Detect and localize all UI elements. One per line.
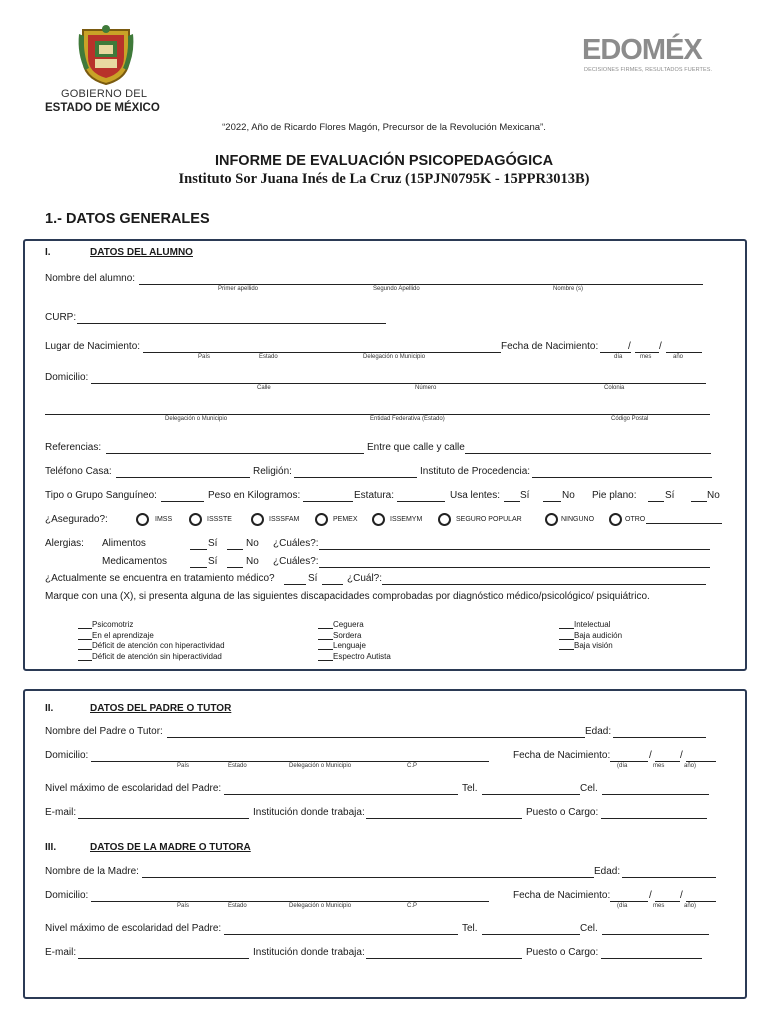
address-label: Domicilio: bbox=[45, 372, 89, 383]
insurance-radio-pemex[interactable] bbox=[315, 513, 328, 526]
insurance-option-label: ISSSTE bbox=[207, 516, 232, 523]
treatment-yes-field[interactable] bbox=[284, 584, 306, 585]
mother-cel-field[interactable] bbox=[602, 934, 709, 935]
insurance-option-label: ISSSFAM bbox=[269, 516, 300, 523]
insurance-radio-ninguno[interactable] bbox=[545, 513, 558, 526]
lenses-no-label: No bbox=[562, 490, 575, 501]
mother-heading: DATOS DE LA MADRE O TUTORA bbox=[90, 842, 251, 853]
curp-field[interactable] bbox=[77, 323, 386, 324]
insurance-option-label: NINGUNO bbox=[561, 516, 595, 523]
birthplace-sub-label: País bbox=[198, 354, 211, 360]
religion-field[interactable] bbox=[294, 477, 417, 478]
father-age-field[interactable] bbox=[613, 737, 706, 738]
insurance-radio-issste[interactable] bbox=[189, 513, 202, 526]
birthplace-field[interactable] bbox=[143, 352, 501, 353]
previous-institute-field[interactable] bbox=[532, 477, 712, 478]
date-slash: / bbox=[649, 750, 652, 761]
date-slash: / bbox=[680, 750, 683, 761]
insurance-option-label: IMSS bbox=[155, 516, 173, 523]
date-slash: / bbox=[649, 890, 652, 901]
references-label: Referencias: bbox=[45, 442, 102, 453]
father-tel-field[interactable] bbox=[482, 794, 580, 795]
mother-tel-label: Tel. bbox=[462, 923, 478, 934]
address-field[interactable] bbox=[91, 383, 706, 384]
curp-label: CURP: bbox=[45, 312, 77, 323]
disability-checkbox[interactable] bbox=[318, 649, 333, 650]
disability-checkbox[interactable] bbox=[318, 660, 333, 661]
disability-option: Baja audición bbox=[574, 631, 623, 640]
mother-address-sub-label: País bbox=[177, 903, 190, 909]
med-allergy-which-label: ¿Cuáles?: bbox=[273, 556, 319, 567]
birthplace-label: Lugar de Nacimiento: bbox=[45, 341, 141, 352]
father-education-label: Nivel máximo de escolaridad del Padre: bbox=[45, 783, 222, 794]
food-allergy-no-label: No bbox=[246, 538, 259, 549]
med-allergy-no-field[interactable] bbox=[227, 567, 243, 568]
mother-age-field[interactable] bbox=[622, 877, 716, 878]
address-line2-field[interactable] bbox=[45, 414, 710, 415]
disability-option: Déficit de atención sin hiperactividad bbox=[92, 652, 222, 661]
lenses-label: Usa lentes: bbox=[450, 490, 501, 501]
mother-workplace-field[interactable] bbox=[366, 958, 522, 959]
father-address-sub-label: C.P bbox=[407, 763, 418, 769]
med-allergy-which-field[interactable] bbox=[319, 567, 710, 568]
father-tel-label: Tel. bbox=[462, 783, 478, 794]
edomex-wordmark: EDOMÉX bbox=[582, 34, 702, 66]
insurance-option-label: ISSEMYM bbox=[390, 516, 423, 523]
insurance-radio-imss[interactable] bbox=[136, 513, 149, 526]
disability-checkbox[interactable] bbox=[78, 660, 92, 661]
treatment-which-label: ¿Cuál?: bbox=[347, 573, 383, 584]
mother-address-sub-label: Estado bbox=[228, 903, 247, 909]
disability-option: Baja visión bbox=[574, 641, 613, 650]
flatfoot-yes-label: Sí bbox=[665, 490, 675, 501]
food-allergy-label: Alimentos bbox=[102, 538, 146, 549]
address2-sub-label: Delegación o Municipio bbox=[165, 416, 228, 422]
flatfoot-no-label: No bbox=[707, 490, 720, 501]
insurance-option-label: OTRO bbox=[625, 516, 646, 523]
year-motto: “2022, Año de Ricardo Flores Magón, Precursor de la Revolución Mexicana”. bbox=[222, 122, 546, 133]
home-phone-field[interactable] bbox=[116, 477, 250, 478]
birth-month-field[interactable] bbox=[635, 352, 659, 353]
father-heading-number: II. bbox=[45, 703, 54, 714]
disability-option: Psicomotriz bbox=[92, 620, 134, 629]
treatment-which-field[interactable] bbox=[382, 584, 706, 585]
father-address-label: Domicilio: bbox=[45, 750, 89, 761]
food-allergy-no-field[interactable] bbox=[227, 549, 243, 550]
lenses-yes-label: Sí bbox=[520, 490, 530, 501]
disability-option: Espectro Autista bbox=[333, 652, 391, 661]
date-slash: / bbox=[659, 341, 662, 352]
father-birth-month-field[interactable] bbox=[655, 761, 680, 762]
disability-option: Lenguaje bbox=[333, 641, 366, 650]
father-birth-day-field[interactable] bbox=[610, 761, 648, 762]
references-field[interactable] bbox=[106, 453, 364, 454]
between-streets-field[interactable] bbox=[465, 453, 711, 454]
med-allergy-label: Medicamentos bbox=[102, 556, 168, 567]
disability-checkbox[interactable] bbox=[78, 639, 92, 640]
height-field[interactable] bbox=[397, 501, 445, 502]
mother-name-field[interactable] bbox=[142, 877, 594, 878]
father-date-sub-label: mes bbox=[653, 763, 665, 769]
father-workplace-label: Institución donde trabaja: bbox=[253, 807, 365, 818]
food-allergy-which-field[interactable] bbox=[319, 549, 710, 550]
disability-checkbox[interactable] bbox=[559, 649, 574, 650]
father-birth-year-field[interactable] bbox=[686, 761, 716, 762]
height-label: Estatura: bbox=[354, 490, 395, 501]
disability-option: En el aprendizaje bbox=[92, 631, 154, 640]
blood-type-field[interactable] bbox=[161, 501, 204, 502]
food-allergy-yes-label: Sí bbox=[208, 538, 218, 549]
insurance-other-field[interactable] bbox=[646, 523, 722, 524]
birth-day-field[interactable] bbox=[600, 352, 631, 353]
insurance-option-label: SEGURO POPULAR bbox=[456, 516, 522, 523]
blood-type-label: Tipo o Grupo Sanguíneo: bbox=[45, 490, 157, 501]
father-age-label: Edad: bbox=[585, 726, 612, 737]
address2-sub-label: Entidad Federativa (Estado) bbox=[370, 416, 445, 422]
address-sub-label: Calle bbox=[257, 385, 271, 391]
treatment-no-field[interactable] bbox=[322, 584, 343, 585]
mother-address-sub-label: Delegación o Municipio bbox=[289, 903, 352, 909]
section-title: 1.- DATOS GENERALES bbox=[45, 211, 210, 227]
date-slash: / bbox=[628, 341, 631, 352]
father-date-sub-label: año) bbox=[684, 763, 697, 769]
disability-checkbox[interactable] bbox=[78, 628, 92, 629]
disability-option: Ceguera bbox=[333, 620, 364, 629]
mother-name-label: Nombre de la Madre: bbox=[45, 866, 139, 877]
address-sub-label: Número bbox=[415, 385, 437, 391]
med-allergy-no-label: No bbox=[246, 556, 259, 567]
insurance-radio-seguro-popular[interactable] bbox=[438, 513, 451, 526]
father-date-sub-label: (día bbox=[617, 763, 628, 769]
mother-address-sub-label: C.P bbox=[407, 903, 418, 909]
flatfoot-yes-field[interactable] bbox=[648, 501, 664, 502]
father-address-field[interactable] bbox=[91, 761, 489, 762]
student-heading-number: I. bbox=[45, 247, 51, 258]
food-allergy-which-label: ¿Cuáles?: bbox=[273, 538, 319, 549]
between-streets-label: Entre que calle y calle bbox=[367, 442, 465, 453]
father-position-label: Puesto o Cargo: bbox=[526, 807, 599, 818]
father-name-label: Nombre del Padre o Tutor: bbox=[45, 726, 163, 737]
name-sub-label: Primer apellido bbox=[218, 286, 259, 292]
previous-institute-label: Instituto de Procedencia: bbox=[420, 466, 531, 477]
insurance-radio-isssfam[interactable] bbox=[251, 513, 264, 526]
insurance-option-label: PEMEX bbox=[333, 516, 358, 523]
edomex-logo bbox=[582, 34, 742, 78]
mother-birth-day-field[interactable] bbox=[610, 901, 648, 902]
date-slash: / bbox=[680, 890, 683, 901]
disability-option: Sordera bbox=[333, 631, 362, 640]
father-address-sub-label: Estado bbox=[228, 763, 247, 769]
document-title: INFORME DE EVALUACIÓN PSICOPEDAGÓGICA bbox=[214, 153, 554, 169]
disability-checkbox[interactable] bbox=[559, 639, 574, 640]
address-sub-label: Colonia bbox=[604, 385, 625, 391]
student-data-box bbox=[23, 239, 747, 671]
father-email-field[interactable] bbox=[78, 818, 249, 819]
father-education-field[interactable] bbox=[224, 794, 458, 795]
mother-birth-year-field[interactable] bbox=[686, 901, 716, 902]
coat-of-arms-icon bbox=[75, 24, 137, 86]
mother-email-label: E-mail: bbox=[45, 947, 77, 958]
lenses-yes-field[interactable] bbox=[504, 501, 520, 502]
father-cel-label: Cel. bbox=[580, 783, 598, 794]
gov-logo-line1: GOBIERNO DEL bbox=[61, 88, 148, 100]
father-position-field[interactable] bbox=[601, 818, 707, 819]
flatfoot-no-field[interactable] bbox=[691, 501, 707, 502]
mother-position-field[interactable] bbox=[601, 958, 702, 959]
mother-heading-number: III. bbox=[45, 842, 57, 853]
father-email-label: E-mail: bbox=[45, 807, 77, 818]
mother-date-sub-label: año) bbox=[684, 903, 697, 909]
disability-option: Intelectual bbox=[574, 620, 611, 629]
weight-label: Peso en Kilogramos: bbox=[208, 490, 301, 501]
name-sub-label: Nombre (s) bbox=[553, 286, 584, 292]
birthplace-sub-label: Estado bbox=[259, 354, 278, 360]
mother-birthdate-label: Fecha de Nacimiento: bbox=[513, 890, 611, 901]
mother-tel-field[interactable] bbox=[482, 934, 580, 935]
father-birthdate-label: Fecha de Nacimiento: bbox=[513, 750, 611, 761]
mother-address-label: Domicilio: bbox=[45, 890, 89, 901]
mother-date-sub-label: (día bbox=[617, 903, 628, 909]
mother-birth-month-field[interactable] bbox=[655, 901, 680, 902]
lenses-no-field[interactable] bbox=[543, 501, 561, 502]
med-allergy-yes-field[interactable] bbox=[190, 567, 207, 568]
address2-sub-label: Código Postal bbox=[611, 416, 649, 422]
mother-email-field[interactable] bbox=[78, 958, 249, 959]
father-address-sub-label: Delegación o Municipio bbox=[289, 763, 352, 769]
flatfoot-label: Pie plano: bbox=[592, 490, 637, 501]
mother-address-field[interactable] bbox=[91, 901, 489, 902]
father-workplace-field[interactable] bbox=[366, 818, 522, 819]
mother-age-label: Edad: bbox=[594, 866, 621, 877]
government-logo bbox=[45, 22, 163, 120]
institute-subtitle: Instituto Sor Juana Inés de La Cruz (15PJN0795K - 15PPR3013B) bbox=[178, 171, 590, 187]
birthdate-label: Fecha de Nacimiento: bbox=[501, 341, 599, 352]
insurance-radio-issemym[interactable] bbox=[372, 513, 385, 526]
father-name-field[interactable] bbox=[167, 737, 585, 738]
insured-label: ¿Asegurado?: bbox=[45, 514, 108, 525]
date-sub-label: mes bbox=[640, 354, 652, 360]
mother-education-field[interactable] bbox=[224, 934, 458, 935]
father-address-sub-label: País bbox=[177, 763, 190, 769]
insurance-radio-otro[interactable] bbox=[609, 513, 622, 526]
religion-label: Religión: bbox=[253, 466, 292, 477]
student-heading: DATOS DEL ALUMNO bbox=[90, 247, 193, 258]
disability-checkbox[interactable] bbox=[559, 628, 574, 629]
student-name-field[interactable] bbox=[139, 284, 703, 285]
edomex-tagline: DECISIONES FIRMES, RESULTADOS FUERTES. bbox=[584, 67, 713, 73]
allergies-label: Alergias: bbox=[45, 538, 84, 549]
mother-position-label: Puesto o Cargo: bbox=[526, 947, 599, 958]
mother-date-sub-label: mes bbox=[653, 903, 665, 909]
weight-field[interactable] bbox=[303, 501, 353, 502]
mother-education-label: Nivel máximo de escolaridad del Padre: bbox=[45, 923, 222, 934]
father-heading: DATOS DEL PADRE O TUTOR bbox=[90, 703, 232, 714]
student-name-label: Nombre del alumno: bbox=[45, 273, 136, 284]
father-cel-field[interactable] bbox=[602, 794, 709, 795]
disability-checkbox[interactable] bbox=[78, 649, 92, 650]
mother-workplace-label: Institución donde trabaja: bbox=[253, 947, 365, 958]
name-sub-label: Segundo Apellido bbox=[373, 286, 420, 292]
birthplace-sub-label: Delegación o Municipio bbox=[363, 354, 426, 360]
treatment-yes-label: Sí bbox=[308, 573, 318, 584]
treatment-label: ¿Actualmente se encuentra en tratamiento médico? bbox=[45, 573, 275, 584]
disability-checkbox[interactable] bbox=[318, 628, 333, 629]
disability-prompt: Marque con una (X), si presenta alguna de las siguientes discapacidades comprobadas por diagnóstico médico/psicológico/ psiquiátrico. bbox=[45, 591, 650, 602]
med-allergy-yes-label: Sí bbox=[208, 556, 218, 567]
birth-year-field[interactable] bbox=[666, 352, 702, 353]
date-sub-label: año bbox=[673, 354, 684, 360]
home-phone-label: Teléfono Casa: bbox=[45, 466, 112, 477]
mother-cel-label: Cel. bbox=[580, 923, 598, 934]
date-sub-label: día bbox=[614, 354, 623, 360]
food-allergy-yes-field[interactable] bbox=[190, 549, 207, 550]
disability-checkbox[interactable] bbox=[318, 639, 333, 640]
disability-option: Déficit de atención con hiperactividad bbox=[92, 641, 225, 650]
gov-logo-line2: ESTADO DE MÉXICO bbox=[45, 102, 160, 114]
